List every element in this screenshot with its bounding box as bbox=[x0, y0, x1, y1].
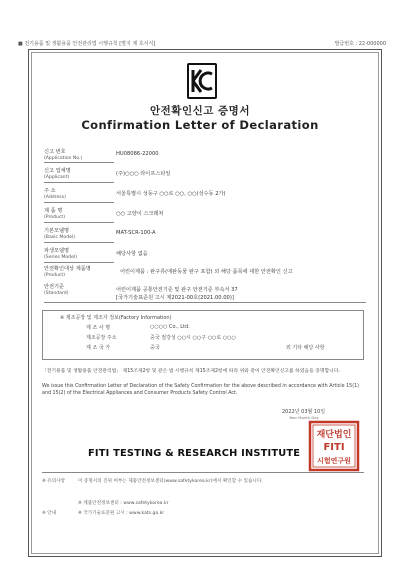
factory-row-label-1: 제 조 사 명 bbox=[86, 325, 111, 331]
issue-date-english: Year Month Day bbox=[289, 415, 319, 420]
factory-row-label-3: 제 조 국 가 bbox=[86, 345, 111, 351]
field-label-address: 주 소 (Address) bbox=[44, 188, 66, 200]
field-value-application: HU08086-22000 bbox=[116, 151, 159, 157]
field-label-confirm-product: 안전확인대상 제품명 (Product) bbox=[44, 266, 91, 278]
note-text-3: ※ 국가기술표준원 고시 : www.kats.go.kr bbox=[78, 511, 165, 516]
official-seal-icon bbox=[308, 420, 360, 472]
issue-number: 발급번호 : 22-000000 bbox=[334, 41, 386, 47]
factory-row-value-3: 중국 bbox=[150, 345, 160, 351]
field-label-standard: 안전기준 (Standard) bbox=[44, 284, 69, 296]
field-label-series-model: 파생모델명 (Series Model) bbox=[44, 248, 77, 260]
form-header bbox=[12, 40, 388, 48]
field-label-product: 제 품 명 (Product) bbox=[44, 208, 66, 220]
statement-english: We issue this Confirmation Letter of Declaration of the Safety Confirmation for the above described in accordance with Article 15(1) and 15(2) of the Electrical Appliances and Consumer Products Safety Control Act. bbox=[42, 384, 360, 396]
statement-korean: 「전기용품 및 생활용품 안전관리법」 제15조제2항 및 같은 법 시행규칙 제15조제2항에 따라 위와 같이 안전확인신고를 하였음을 증명합니다. bbox=[42, 369, 340, 374]
svg-text:FITI: FITI bbox=[323, 442, 345, 453]
svg-text:시험연구원: 시험연구원 bbox=[317, 457, 351, 465]
form-header-left: ■ 전기용품 및 생활용품 안전관리법 시행규칙 [별지 제 호서식] bbox=[18, 41, 156, 47]
note-text-2: ※ 제품안전정보센터 : www.safetykorea.kr bbox=[78, 501, 169, 506]
field-value-basic-model: MAT-SCR-100-A bbox=[116, 230, 156, 236]
issue-date: 2022년 03월 10일 bbox=[282, 409, 326, 415]
title-english: Confirmation Letter of Declaration bbox=[81, 118, 319, 132]
institute-name: FITI TESTING & RESEARCH INSTITUTE bbox=[88, 448, 301, 459]
field-value-standard-notice: [국가기술표준원 고시 제2021-00호(2021.00.00)] bbox=[116, 295, 234, 301]
field-value-product: ○○ 고양이 스크래쳐 bbox=[116, 211, 164, 217]
note-label-3: ※ 안내 bbox=[42, 511, 57, 516]
field-value-address: 서울특별시 성동구 ○○로 ○○, ○○(성수동 2가) bbox=[116, 191, 226, 197]
svg-text:재단법인: 재단법인 bbox=[316, 430, 352, 440]
field-label-basic-model: 기본모델명 (Basic Model) bbox=[44, 228, 75, 240]
factory-row-label-2: 제조공장 주소 bbox=[86, 335, 117, 341]
field-label-applicant: 신고 업체명 (Applicant) bbox=[44, 168, 71, 180]
field-value-standard: 어린이제품 공통안전기준 및 완구 안전기준 부속서 37 bbox=[116, 287, 238, 293]
factory-row-extra-3: 외 기타 해당 사항 bbox=[286, 345, 325, 351]
factory-box-title: ※ 제조공장 및 제조자 정보(Factory Information) bbox=[60, 315, 172, 321]
kc-mark-icon bbox=[186, 62, 218, 100]
factory-row-value-2: 중국 절강성 ○○시 ○○구 ○○로 ○○○ bbox=[150, 335, 236, 341]
field-value-confirm-product: 어린이제품 : 완구류(애완동물 완구 포함) 외 해당 품목에 대한 안전확인 신고 bbox=[120, 269, 293, 275]
title-korean: 안전확인신고 증명서 bbox=[150, 105, 250, 117]
factory-row-value-1: ○○○○ Co., Ltd. bbox=[150, 324, 190, 330]
field-value-series-model: 해당사항 없음 bbox=[116, 251, 148, 257]
field-value-applicant: (주)○○○ 라이프스타일 bbox=[116, 171, 171, 177]
note-label-1: ※ 유의사항 bbox=[42, 479, 66, 484]
field-label-application: 신고 번호 (Application No.) bbox=[44, 149, 83, 161]
note-text-1: 이 증명서의 진위 여부는 제품안전정보센터(www.safetykorea.kr)에서 확인할 수 있습니다. bbox=[78, 479, 263, 484]
